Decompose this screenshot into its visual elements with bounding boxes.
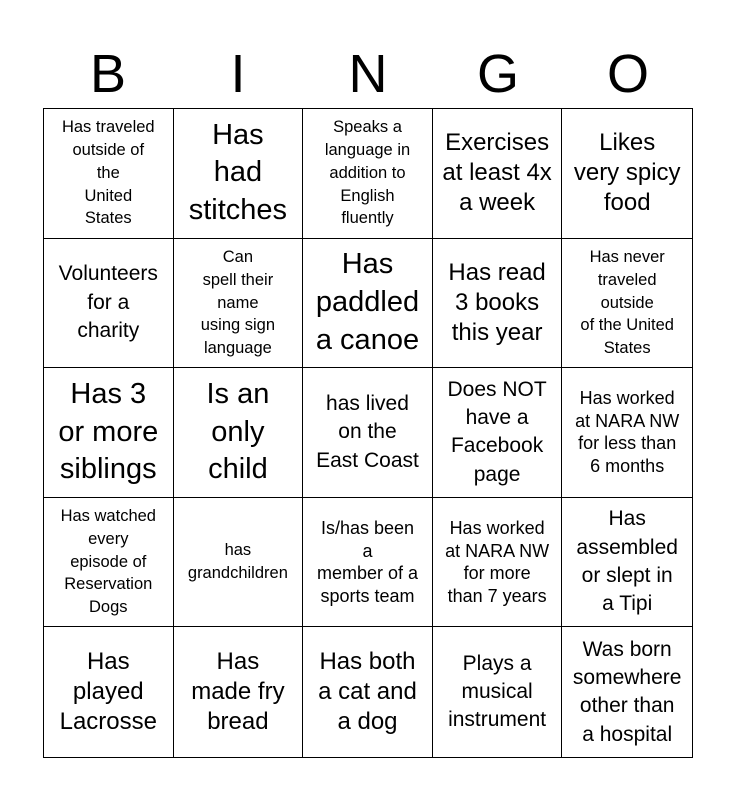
bingo-cell[interactable] (562, 368, 692, 498)
bingo-cell[interactable] (174, 368, 304, 498)
bingo-cell[interactable] (174, 109, 304, 239)
cell-text: Does NOT have a Facebook page (447, 377, 547, 486)
bingo-header (43, 40, 693, 108)
cell-text: Has played Lacrosse (59, 648, 157, 736)
header-letter-b: B (89, 44, 127, 104)
bingo-cell[interactable] (303, 498, 433, 628)
bingo-cell[interactable] (44, 368, 174, 498)
cell-text: has lived on the East Coast (316, 391, 419, 472)
cell-text: Is an only child (206, 377, 270, 486)
bingo-cell[interactable] (44, 109, 174, 239)
cell-text: Has made fry bread (191, 648, 285, 736)
bingo-cell[interactable] (562, 239, 692, 369)
bingo-cell[interactable] (174, 498, 304, 628)
cell-text: Is/has been a member of a sports team (316, 518, 419, 606)
cell-text: Has had stitches (188, 118, 288, 227)
bingo-cell[interactable] (303, 368, 433, 498)
bingo-cell[interactable] (433, 239, 563, 369)
cell-text: Has traveled outside of the United States (61, 118, 155, 228)
bingo-cell[interactable] (303, 627, 433, 757)
header-letter-n: N (348, 44, 388, 104)
bingo-cell[interactable] (44, 239, 174, 369)
header-letter-g: G (476, 44, 519, 104)
bingo-cell[interactable] (174, 239, 304, 369)
bingo-cell[interactable] (44, 498, 174, 628)
header-letter-i: I (230, 44, 246, 104)
cell-text: Has 3 or more siblings (58, 377, 159, 486)
cell-text: Has assembled or slept in a Tipi (576, 507, 678, 616)
cell-text: Was born somewhere other than a hospital (572, 637, 682, 746)
cell-text: Has watched every episode of Reservation Dogs (60, 507, 156, 617)
cell-text: Has paddled a canoe (315, 248, 420, 356)
bingo-cell[interactable] (562, 627, 692, 757)
header-letter-o: O (606, 44, 649, 104)
cell-text: Plays a musical instrument (448, 651, 547, 732)
cell-text: Volunteers for a charity (58, 262, 158, 343)
bingo-board (43, 108, 693, 758)
cell-text: Has never traveled outside of the United States (580, 247, 674, 358)
bingo-cell[interactable] (303, 109, 433, 239)
bingo-cell[interactable] (433, 627, 563, 757)
cell-text: Likes very spicy food (573, 129, 681, 217)
cell-text: Speaks a language in addition to English fluently (324, 118, 411, 228)
cell-text: has grandchildren (187, 541, 288, 583)
bingo-cell[interactable] (174, 627, 304, 757)
bingo-cell[interactable] (433, 498, 563, 628)
cell-text: Exercises at least 4x a week (442, 129, 552, 217)
bingo-cell[interactable] (44, 627, 174, 757)
bingo-cell[interactable] (562, 109, 692, 239)
bingo-cell[interactable] (433, 368, 563, 498)
cell-text: Can spell their name using sign language (200, 247, 276, 358)
cell-text: Has both a cat and a dog (318, 648, 417, 736)
bingo-cell[interactable] (433, 109, 563, 239)
bingo-cell[interactable] (562, 498, 692, 628)
cell-text: Has worked at NARA NW for more than 7 years (445, 518, 550, 606)
cell-text: Has read 3 books this year (448, 258, 546, 346)
cell-text: Has worked at NARA NW for less than 6 months (575, 388, 680, 476)
bingo-cell[interactable] (303, 239, 433, 369)
